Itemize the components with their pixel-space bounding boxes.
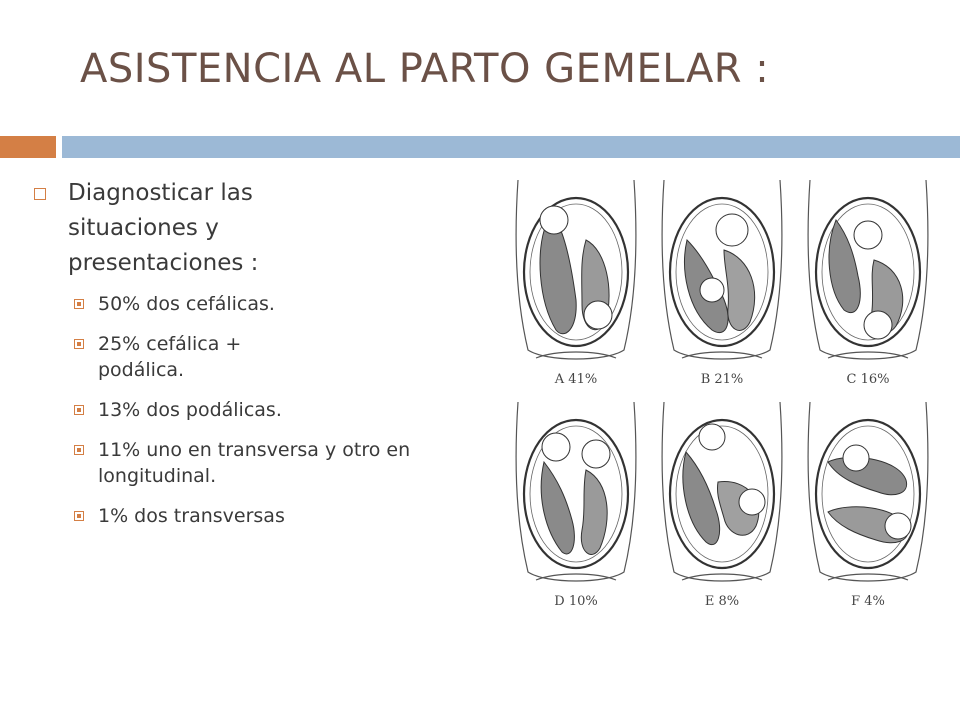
main-bullet: [34, 176, 474, 281]
figure-panel-e: [652, 402, 792, 612]
accent-bar-orange: [0, 136, 56, 158]
figure-panel-f: [798, 402, 938, 612]
square-bullet-icon: [34, 188, 46, 200]
caption-e: E 8%: [704, 594, 740, 609]
small-square-bullet-icon: [74, 511, 84, 521]
sub-bullet-text: 11% uno en transversa y otro en longitudinal.: [98, 439, 411, 487]
caption-b: B 21%: [700, 372, 744, 387]
small-square-bullet-icon: [74, 339, 84, 349]
sub-bullet: [74, 291, 474, 317]
sub-bullet-list: [74, 291, 474, 529]
uterus-twins-b-illustration: [652, 180, 792, 370]
uterus-twins-c-illustration: [798, 180, 938, 370]
sub-bullet: [74, 503, 474, 529]
accent-bar-blue: [62, 136, 960, 158]
uterus-twins-e-illustration: [652, 402, 792, 592]
sub-bullet: [74, 331, 474, 383]
figure-panel-c: [798, 180, 938, 390]
figure-panel-a: [506, 180, 646, 390]
caption-c: C 16%: [846, 372, 890, 387]
slide-title: ASISTENCIA AL PARTO GEMELAR :: [80, 46, 770, 92]
twin-presentations-figure: [500, 176, 950, 616]
small-square-bullet-icon: [74, 405, 84, 415]
caption-d: D 10%: [554, 594, 598, 609]
caption-f: F 4%: [851, 594, 885, 609]
sub-bullet-text: 1% dos transversas: [98, 505, 285, 527]
sub-bullet-text: 13% dos podálicas.: [98, 399, 282, 421]
uterus-twins-d-illustration: [506, 402, 646, 592]
uterus-twins-a-illustration: [506, 180, 646, 370]
figure-panel-b: [652, 180, 792, 390]
slide-content: [34, 176, 474, 543]
small-square-bullet-icon: [74, 445, 84, 455]
figure-panel-d: [506, 402, 646, 612]
sub-bullet-text: 25% cefálica + podálica.: [98, 333, 242, 381]
sub-bullet-text: 50% dos cefálicas.: [98, 293, 275, 315]
main-bullet-text: Diagnosticar las situaciones y presentaciones :: [68, 180, 259, 276]
sub-bullet: [74, 437, 474, 489]
uterus-twins-f-illustration: [798, 402, 938, 592]
caption-a: A 41%: [554, 372, 598, 387]
sub-bullet: [74, 397, 474, 423]
small-square-bullet-icon: [74, 299, 84, 309]
